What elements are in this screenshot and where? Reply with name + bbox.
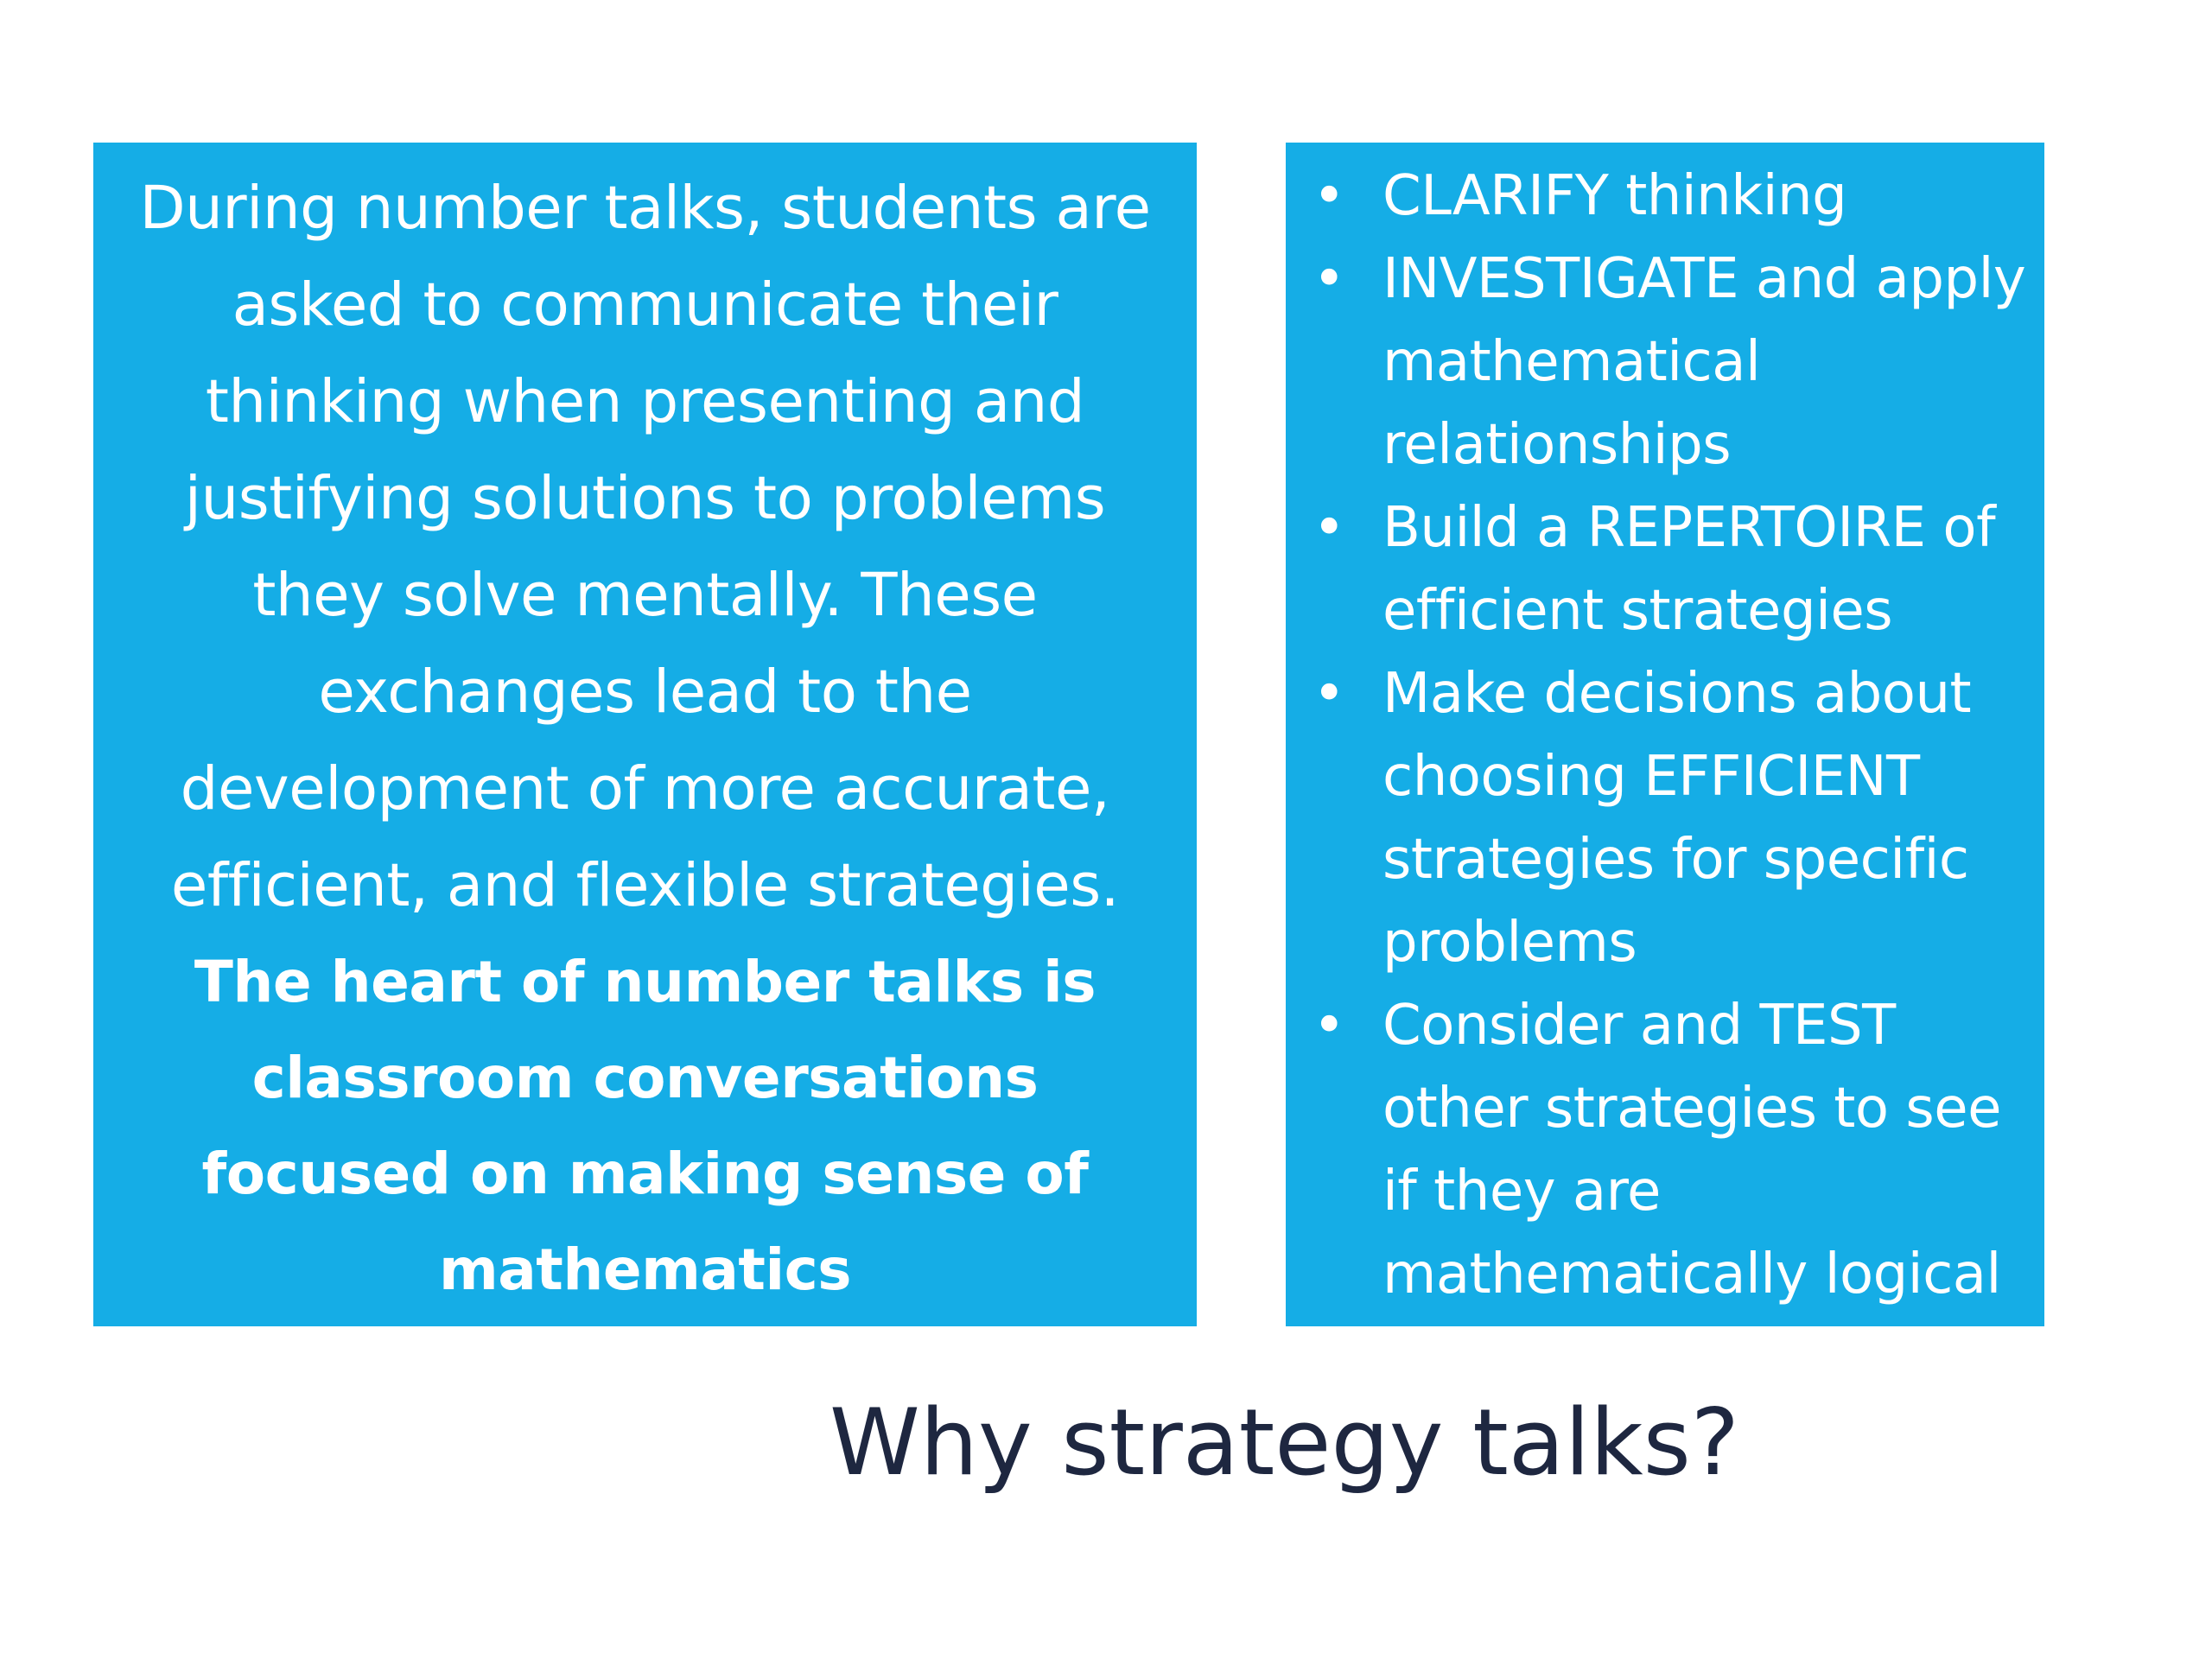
list-item-label: INVESTIGATE and apply mathematical relationships [1382,247,2026,477]
list-item [1303,984,2036,1316]
list-item [1303,155,2036,238]
number-talks-paragraph: During number talks, students are asked to communicate their thinking when presenting and justifying solutions to problems they solve mentally. These exchanges lead to the development of more accurate, efficient, and flexible strategies. [139,174,1151,920]
bullet-icon: • [1313,247,1345,311]
bullet-icon: • [1313,994,1345,1058]
strategy-goals-list [1303,155,2036,1316]
list-item-label: Make decisions about choosing EFFICIENT strategies for specific problems [1382,662,1972,975]
list-item-label: Build a REPERTOIRE of efficient strategies [1382,496,1996,643]
list-item-label: Consider and TEST other strategies to see if they are mathematically logical [1382,994,2001,1306]
list-item [1303,486,2036,652]
number-talks-emphasis: The heart of number talks is classroom conversations focused on making sense of mathematics [194,949,1096,1303]
strategy-goals-box [1286,143,2044,1326]
bullet-icon: • [1313,662,1345,726]
list-item [1303,652,2036,984]
number-talks-description-box [93,143,1197,1326]
bullet-icon: • [1313,496,1345,560]
list-item [1303,238,2036,486]
bullet-icon: • [1313,164,1345,228]
slide-title: Why strategy talks? [830,1389,1740,1496]
list-item-label: CLARIFY thinking [1382,164,1847,228]
